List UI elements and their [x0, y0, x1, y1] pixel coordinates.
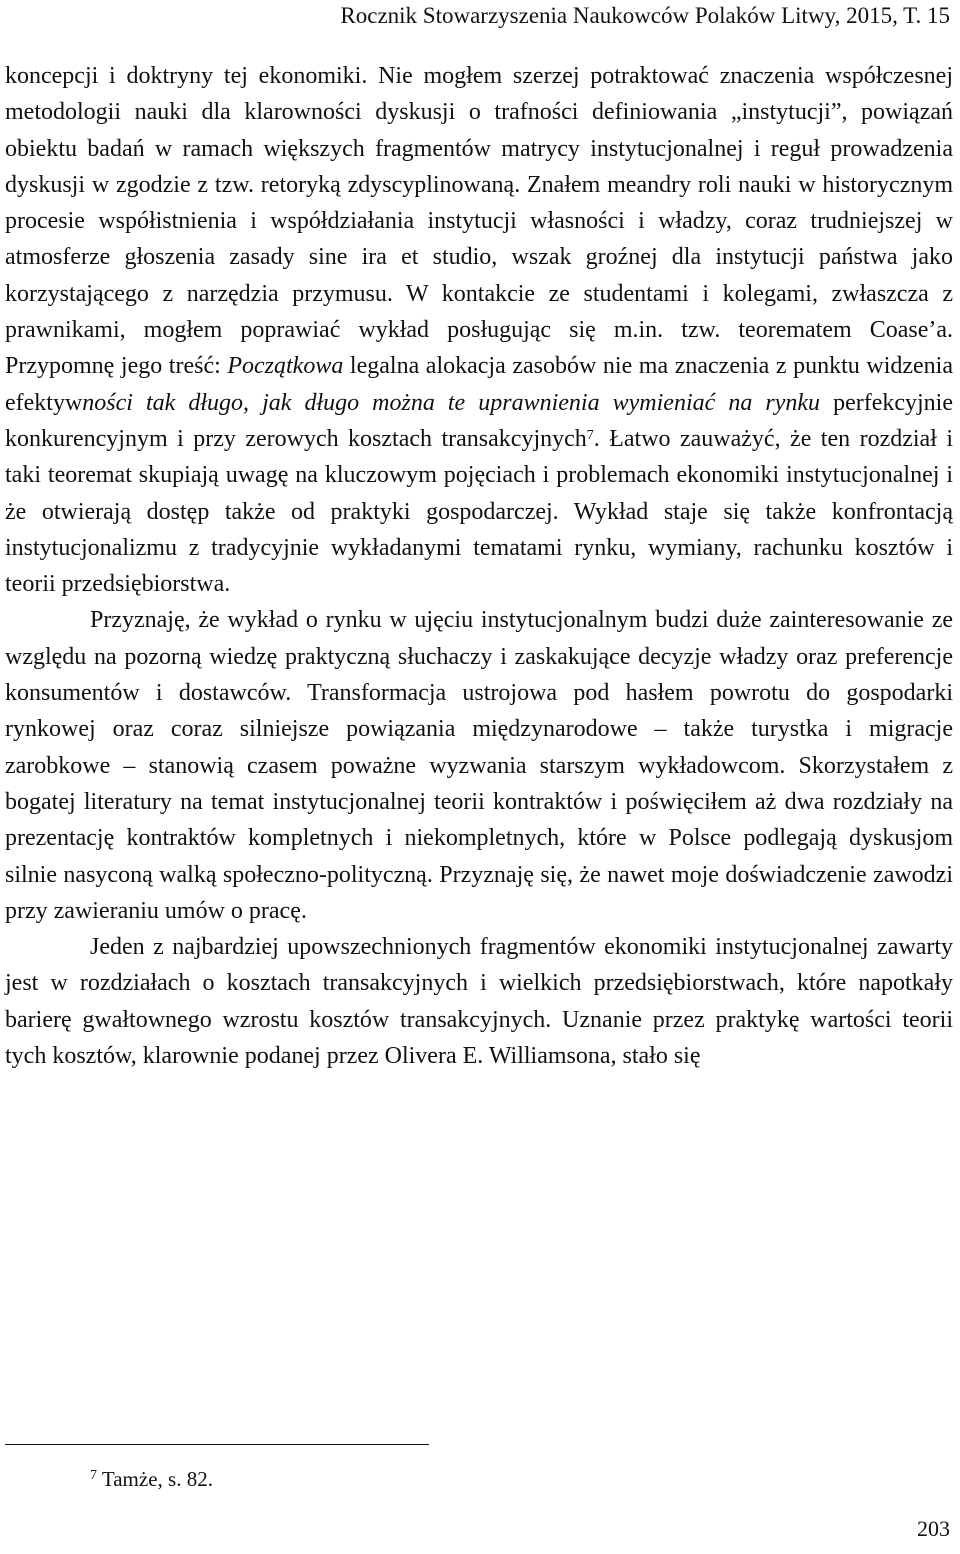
- paragraph-1-italic-b: ności tak długo, jak długo można te uprawnienia wymieniać na rynku: [82, 389, 821, 416]
- paragraph-2: Przyznaję, że wykład o rynku w ujęciu instytucjonalnym budzi duże zainteresowanie ze względu na pozorną wiedzę praktyczną słuchaczy i zaskakujące decyzje władzy oraz preferencje konsumentów i dostawców. Transformacja ustrojowa pod hasłem powrotu do gospodarki rynkowej oraz coraz silniejsze powiązania międzynarodowe – także turystka i migracje zarobkowe – stanowią czasem poważne wyzwania starszym wykładowcom. Skorzystałem z bogatej literatury na temat instytucjonalnej teorii kontraktów i poświęciłem aż dwa rozdziały na prezentację kontraktów kompletnych i niekompletnych, które w Polsce podlegają dyskusjom silnie nasyconą walką społeczno-polityczną. Przyznaję się, że nawet moje doświadczenie zawodzi przy zawieraniu umów o pracę.: [5, 607, 953, 924]
- footnote-reference[interactable]: 7: [586, 427, 594, 443]
- running-header: Rocznik Stowarzyszenia Naukowców Polaków Litwy, 2015, T. 15: [340, 3, 950, 28]
- paragraph-1-italic-a: Początkowa: [227, 353, 344, 380]
- paragraph-3: Jeden z najbardziej upowszechnionych fragmentów ekonomiki instytucjonalnej zawarty jest w rozdziałach o kosztach transakcyjnych i wielkich przedsiębiorstwach, które napotkały barierę gwałtownego wzrostu kosztów transakcyjnych. Uznanie przez praktykę wartości teorii tych kosztów, klarownie podanej przez Olivera E. Williamsona, stało się: [5, 934, 953, 1070]
- footnote-text: Tamże, s. 82.: [97, 1467, 213, 1491]
- paragraph-1-text-b: legalna alokacja zasobów nie ma znaczenia z punktu widzenia efektyw: [5, 353, 953, 416]
- footnote-7: [90, 1466, 213, 1492]
- footnote-separator: [5, 1444, 429, 1445]
- paragraph-1: [5, 58, 953, 602]
- paragraph-1-text-c: perfekcyjnie konkurencyjnym i przy zerowych kosztach transakcyjnych: [5, 389, 953, 452]
- paragraph-1-text-d: . Łatwo zauważyć, że ten rozdział i taki teoremat skupiają uwagę na kluczowym pojęciach i problemach ekonomiki instytucjonalnej i że otwierają dostęp także od praktyki gospodarczej. Wykład staje się także konfrontacją instytucjonalizmu z tradycyjnie wykładanymi tematami rynku, wymiany, rachunku kosztów i teorii przedsiębiorstwa.: [5, 425, 954, 598]
- paragraph-1-text-a: koncepcji i doktryny tej ekonomiki. Nie mogłem szerzej potraktować znaczenia współczesnej metodologii nauki dla klarowności dyskusji o trafności definiowania „instytucji”, powiązań obiektu badań w ramach większych fragmentów matrycy instytucjonalnej i reguł prowadzenia dyskusji w zgodzie z tzw. retoryką zdyscyplinowaną. Znałem meandry roli nauki w historycznym procesie współistnienia i współdziałania instytucji własności i władzy, coraz trudniejszej w atmosferze głoszenia zasady sine ira et studio, wszak groźnej dla instytucji państwa jako korzystającego z narzędzia przymusu. W kontakcie ze studentami i kolegami, zwłaszcza z prawnikami, mogłem poprawiać wykład posługując się m.in. tzw. teorematem Coase’a. Przypomnę jego treść:: [5, 63, 953, 380]
- body-text: [5, 58, 953, 1074]
- page-number: 203: [917, 1516, 950, 1541]
- footnote-number: 7: [90, 1468, 97, 1483]
